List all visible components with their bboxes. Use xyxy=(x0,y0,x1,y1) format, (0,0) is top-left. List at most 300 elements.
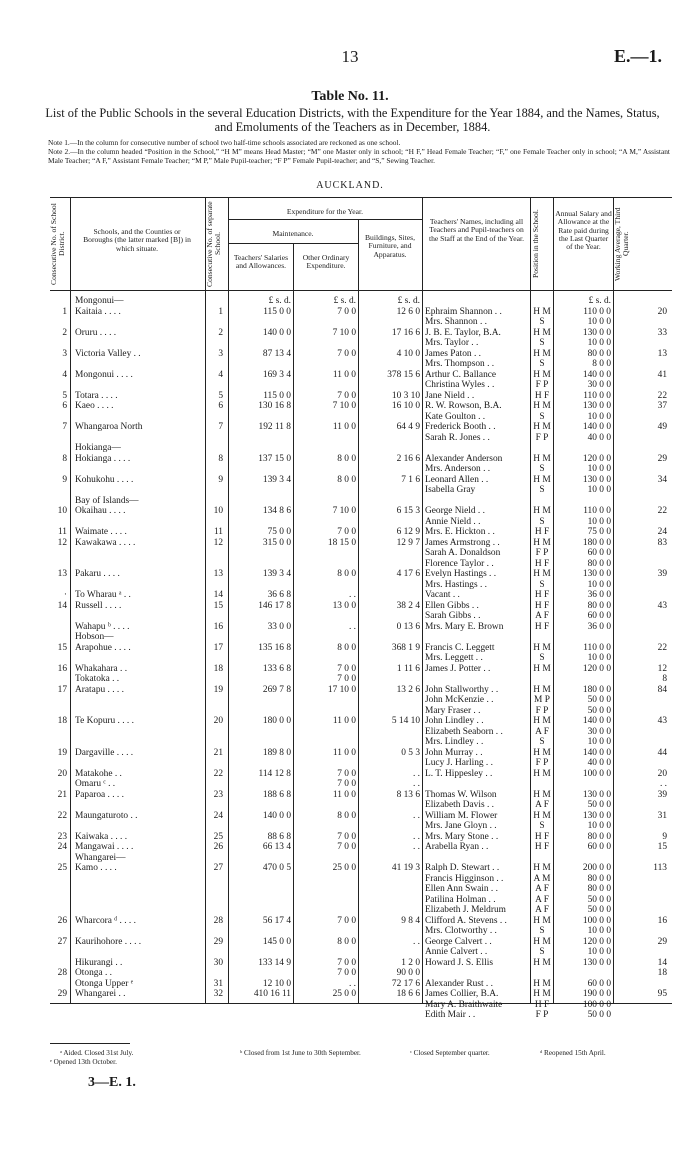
cell-annual: 180 0 0 xyxy=(582,684,611,695)
cell-annual: 110 0 0 xyxy=(583,642,611,653)
cell-position: H M xyxy=(533,810,551,821)
cell-teacher: William M. Flower xyxy=(425,810,498,821)
cell-teacher: George Nield . . xyxy=(425,506,485,516)
cell-annual: 140 0 0 xyxy=(582,716,611,726)
cell-position: H M xyxy=(533,768,551,779)
cell-teacher: Mrs. Mary Stone . . xyxy=(425,831,499,842)
cell-school-no: 16 xyxy=(213,621,223,632)
cell-school-no: 10 xyxy=(213,506,223,516)
cell-salaries: 315 0 0 xyxy=(262,537,291,548)
cell-position: H M xyxy=(533,642,551,653)
cell-teacher: Edith Mair . . xyxy=(425,1010,476,1020)
rule-col-1 xyxy=(70,197,71,1003)
notes xyxy=(48,138,670,165)
cell-school-no: 9 xyxy=(218,474,223,485)
cell-position: H M xyxy=(533,684,551,695)
cell-annual: 10 0 0 xyxy=(587,464,611,474)
cell-salaries: 88 6 8 xyxy=(267,831,291,842)
cell-other: 7 0 0 xyxy=(337,348,356,359)
cell-position: H M xyxy=(533,936,551,947)
cell-school: Wahapu ᵇ . . . . xyxy=(75,621,130,632)
cell-position: F P xyxy=(535,432,549,443)
cell-district-no: 11 xyxy=(57,527,67,537)
cell-other: 7 0 0 xyxy=(337,306,356,317)
cell-district-no: 18 xyxy=(57,716,67,726)
district-heading: AUCKLAND. xyxy=(316,180,384,191)
cell-other: 25 0 0 xyxy=(332,989,356,999)
lsd-other: £ s. d. xyxy=(333,296,356,306)
cell-school: Kaiwaka . . . . xyxy=(75,831,128,842)
cell-school-no: 5 xyxy=(218,390,223,401)
cell-school-no: 31 xyxy=(213,978,223,989)
cell-district-no: 2 xyxy=(62,327,67,338)
table-caption: List of the Public Schools in the several Education Districts, with the Expenditure for the Year 1884, and the Names, Status, and Emoluments of the Teachers as in December, 1884. xyxy=(45,106,660,134)
cell-teacher: Leonard Allen . . xyxy=(425,474,489,485)
cell-other: 11 0 0 xyxy=(332,716,356,726)
cell-school: Tokatoka . . xyxy=(75,674,120,684)
cell-attendance: . . xyxy=(659,779,667,789)
cell-annual: 130 0 0 xyxy=(582,810,611,821)
cell-attendance: 33 xyxy=(657,327,667,338)
cell-teacher: James Armstrong . . xyxy=(425,537,500,548)
cell-annual: 140 0 0 xyxy=(582,747,611,758)
cell-school: Pakaru . . . . xyxy=(75,569,120,579)
cell-position: H F xyxy=(534,590,550,600)
cell-teacher: Sarah Gibbs . . xyxy=(425,611,481,621)
cell-teacher: Ephraim Shannon . . xyxy=(425,306,502,317)
cell-attendance: 12 xyxy=(657,663,667,674)
cell-attendance: 49 xyxy=(657,422,667,432)
cell-salaries: 33 0 0 xyxy=(267,621,291,632)
cell-salaries: 140 0 0 xyxy=(262,327,291,338)
cell-teacher: Mrs. Mary E. Brown xyxy=(425,621,504,632)
cell-teacher: James Collier, B.A. xyxy=(425,989,499,999)
cell-annual: 10 0 0 xyxy=(587,485,611,495)
cell-position: A F xyxy=(535,611,549,621)
cell-attendance: 41 xyxy=(657,369,667,380)
cell-district-no: 7 xyxy=(62,422,67,432)
cell-buildings: . . xyxy=(412,842,420,852)
cell-school-no: 22 xyxy=(213,768,223,779)
signature-mark: 3—E. 1. xyxy=(88,1075,136,1090)
cell-other: 7 0 0 xyxy=(337,831,356,842)
cell-salaries: 115 0 0 xyxy=(263,306,291,317)
cell-annual: 10 0 0 xyxy=(587,947,611,957)
table-title: Table No. 11. xyxy=(311,89,389,104)
cell-position: S xyxy=(539,926,545,936)
cell-other: 11 0 0 xyxy=(332,369,356,380)
cell-annual: 30 0 0 xyxy=(587,726,611,737)
cell-teacher: John Murray . . xyxy=(425,747,483,758)
cell-attendance: 15 xyxy=(657,842,667,852)
cell-attendance: 95 xyxy=(657,989,667,999)
cell-buildings: . . xyxy=(412,810,420,821)
cell-school-no: 3 xyxy=(218,348,223,359)
cell-school: Russell . . . . xyxy=(75,600,122,611)
cell-buildings: 8 13 6 xyxy=(396,789,420,800)
cell-other: 7 0 0 xyxy=(337,768,356,779)
cell-other: 8 0 0 xyxy=(337,453,356,464)
cell-annual: 8 0 0 xyxy=(592,359,611,369)
cell-district-no: 27 xyxy=(57,936,67,947)
cell-annual: 50 0 0 xyxy=(587,800,611,810)
cell-buildings: . . xyxy=(412,831,420,842)
cell-buildings: 13 2 6 xyxy=(396,684,420,695)
cell-teacher: Arabella Ryan . . xyxy=(425,842,489,852)
cell-school: Oruru . . . . xyxy=(75,327,117,338)
cell-district-no: 15 xyxy=(57,642,67,653)
cell-school-no: 28 xyxy=(213,915,223,926)
cell-attendance: 44 xyxy=(657,747,667,758)
cell-attendance: 20 xyxy=(657,768,667,779)
cell-position: H F xyxy=(534,621,550,632)
cell-teacher: Mrs. Shannon . . xyxy=(425,317,487,327)
cell-teacher: Vacant . . xyxy=(425,590,460,600)
cell-buildings: 72 17 6 xyxy=(391,978,420,989)
cell-other: 7 0 0 xyxy=(337,915,356,926)
cell-school-no: 21 xyxy=(213,747,223,758)
cell-annual: 80 0 0 xyxy=(587,558,611,569)
cell-district-no: 17 xyxy=(57,684,67,695)
cell-teacher: Ralph D. Stewart . . xyxy=(425,863,500,873)
cell-annual: 10 0 0 xyxy=(587,516,611,527)
cell-buildings: 2 16 6 xyxy=(396,453,420,464)
cell-teacher: Mrs. Taylor . . xyxy=(425,338,479,348)
cell-buildings: 0 5 3 xyxy=(401,747,420,758)
cell-other: 7 0 0 xyxy=(337,674,356,684)
lsd-buildings: £ s. d. xyxy=(397,296,420,306)
page-number: 13 xyxy=(341,47,359,66)
cell-position: S xyxy=(539,579,545,590)
cell-annual: 120 0 0 xyxy=(582,453,611,464)
cell-position: S xyxy=(539,737,545,747)
cell-attendance: 34 xyxy=(657,474,667,485)
cell-salaries: 87 13 4 xyxy=(262,348,291,359)
cell-position: F P xyxy=(535,705,549,716)
heading-teachers: Teachers' Names, including all Teachers and Pupil-teachers on the Staff at the End of the Year. xyxy=(429,217,524,243)
cell-salaries: 130 16 8 xyxy=(258,401,291,411)
cell-other: 7 0 0 xyxy=(337,842,356,852)
cell-other: 7 0 0 xyxy=(337,390,356,401)
heading-consec-school: Consecutive No. of separate School. xyxy=(205,201,222,287)
cell-other: 7 0 0 xyxy=(337,968,356,978)
cell-salaries: 135 16 8 xyxy=(258,642,291,653)
cell-position: H M xyxy=(533,422,551,432)
cell-salaries: 115 0 0 xyxy=(263,390,291,401)
cell-position: A F xyxy=(535,800,549,810)
cell-district-no: 29 xyxy=(57,989,67,999)
cell-salaries: 36 6 8 xyxy=(267,590,291,600)
cell-annual: 80 0 0 xyxy=(587,600,611,611)
cell-other: 7 10 0 xyxy=(332,327,356,338)
cell-school-no: 25 xyxy=(213,831,223,842)
cell-school: Hobson— xyxy=(75,632,114,642)
cell-teacher: John Stallworthy . . xyxy=(425,684,499,695)
cell-position: H F xyxy=(534,600,550,611)
cell-district-no: 5 xyxy=(62,390,67,401)
cell-position: S xyxy=(539,464,545,474)
cell-buildings: 12 6 0 xyxy=(396,306,420,317)
cell-teacher: Elizabeth J. Meldrum xyxy=(425,905,506,915)
document-reference: E.—1. xyxy=(613,46,662,66)
cell-attendance: 39 xyxy=(657,789,667,800)
footnote-c: ᶜ Closed September quarter. xyxy=(410,1049,490,1057)
cell-annual: 10 0 0 xyxy=(587,579,611,590)
cell-school: Otonga . . xyxy=(75,968,112,978)
cell-teacher: Howard J. S. Ellis xyxy=(425,957,493,968)
cell-school: Waimate . . . . xyxy=(75,527,127,537)
cell-annual: 36 0 0 xyxy=(587,590,611,600)
cell-position: A F xyxy=(535,905,549,915)
cell-district-no: 10 xyxy=(57,506,67,516)
cell-other: 11 0 0 xyxy=(332,747,356,758)
cell-school: Te Kopuru . . . . xyxy=(75,716,134,726)
cell-other: 7 0 0 xyxy=(337,527,356,537)
cell-attendance: 8 xyxy=(662,674,667,684)
cell-school-no: 24 xyxy=(213,810,223,821)
cell-other: . . xyxy=(348,978,356,989)
cell-school: Mongonui . . . . xyxy=(75,369,133,380)
cell-school-no: 11 xyxy=(213,527,223,537)
cell-district-no: 25 xyxy=(57,863,67,873)
cell-school-no: 29 xyxy=(213,936,223,947)
cell-salaries: 66 13 4 xyxy=(262,842,291,852)
cell-teacher: J. B. E. Taylor, B.A. xyxy=(425,327,501,338)
cell-other: 8 0 0 xyxy=(337,642,356,653)
cell-attendance: 22 xyxy=(657,390,667,401)
cell-other: 8 0 0 xyxy=(337,810,356,821)
cell-position: H M xyxy=(533,863,551,873)
cell-position: F P xyxy=(535,1010,549,1020)
cell-other: 13 0 0 xyxy=(332,600,356,611)
cell-teacher: Mary Fraser . . xyxy=(425,705,481,716)
heading-salaries: Teachers' Salaries and Allowances. xyxy=(233,253,289,271)
cell-salaries: 180 0 0 xyxy=(262,716,291,726)
cell-salaries: 12 10 0 xyxy=(262,978,291,989)
cell-annual: 50 0 0 xyxy=(587,695,611,705)
cell-position: H M xyxy=(533,506,551,516)
cell-school: Bay of Islands— xyxy=(75,495,139,506)
cell-annual: 60 0 0 xyxy=(587,978,611,989)
cell-annual: 130 0 0 xyxy=(582,789,611,800)
cell-teacher: John Lindley . . xyxy=(425,716,484,726)
cell-district-no: 14 xyxy=(57,600,67,611)
cell-buildings: . . xyxy=(412,936,420,947)
footnote-b: ᵇ Closed from 1st June to 30th September. xyxy=(240,1049,361,1057)
cell-school-no: 17 xyxy=(213,642,223,653)
cell-school-no: 7 xyxy=(218,422,223,432)
cell-position: H M xyxy=(533,663,551,674)
cell-school-no: 1 xyxy=(218,306,223,317)
cell-attendance: 29 xyxy=(657,936,667,947)
cell-annual: 80 0 0 xyxy=(587,873,611,884)
cell-annual: 100 0 0 xyxy=(582,768,611,779)
cell-other: 8 0 0 xyxy=(337,569,356,579)
cell-school: Whangaroa North xyxy=(75,422,143,432)
cell-salaries: 75 0 0 xyxy=(267,527,291,537)
cell-annual: 10 0 0 xyxy=(587,821,611,831)
cell-annual: 50 0 0 xyxy=(587,894,611,905)
cell-attendance: 22 xyxy=(657,506,667,516)
cell-buildings: . . xyxy=(412,768,420,779)
cell-school: Whangarei . . xyxy=(75,989,126,999)
heading-expenditure: Expenditure for the Year. xyxy=(286,207,364,216)
cell-district-no: 20 xyxy=(57,768,67,779)
cell-school: Kohukohu . . . . xyxy=(75,474,134,485)
cell-annual: 40 0 0 xyxy=(587,432,611,443)
cell-teacher: Annie Calvert . . xyxy=(425,947,488,957)
cell-school: Victoria Valley . . xyxy=(75,348,141,359)
cell-salaries: 146 17 8 xyxy=(258,600,291,611)
cell-buildings: 10 3 10 xyxy=(391,390,420,401)
cell-position: S xyxy=(539,317,545,327)
cell-other: 7 0 0 xyxy=(337,663,356,674)
cell-salaries: 134 8 6 xyxy=(262,506,291,516)
cell-district-no: 3 xyxy=(62,348,67,359)
cell-attendance: 20 xyxy=(657,306,667,317)
cell-teacher: Thomas W. Wilson xyxy=(425,789,497,800)
cell-annual: 10 0 0 xyxy=(587,737,611,747)
cell-annual: 50 0 0 xyxy=(587,1010,611,1020)
cell-position: H F xyxy=(534,999,550,1010)
cell-teacher: Elizabeth Seaborn . . xyxy=(425,726,503,737)
cell-position: H F xyxy=(534,842,550,852)
cell-attendance: 113 xyxy=(653,863,667,873)
cell-buildings: 368 1 9 xyxy=(391,642,420,653)
cell-buildings: 6 15 3 xyxy=(396,506,420,516)
footnote-e: ᵉ Opened 13th October. xyxy=(50,1058,117,1066)
cell-salaries: 188 6 8 xyxy=(262,789,291,800)
note-1: Note 1.—In the column for consecutive number of school two half-time schools associated are reckoned as one school. xyxy=(48,138,401,147)
cell-school: Kawakawa . . . . xyxy=(75,537,136,548)
footnote-d: ᵈ Reopened 15th April. xyxy=(540,1049,606,1057)
cell-school-no: 14 xyxy=(213,590,223,600)
cell-annual: 110 0 0 xyxy=(583,306,611,317)
cell-position: S xyxy=(539,516,545,527)
cell-buildings: 17 16 6 xyxy=(391,327,420,338)
heading-position: Position in the School. xyxy=(531,209,540,279)
cell-teacher: Isabella Gray xyxy=(425,485,476,495)
cell-teacher: Ellen Ann Swain . . xyxy=(425,884,498,894)
cell-teacher: Sarah A. Donaldson xyxy=(425,548,501,558)
cell-salaries: 269 7 8 xyxy=(262,684,291,695)
note-2: Note 2.—In the column headed “Position in the School,” “H M” means Head Master; “M” one Master only in school; “H F,” Head Female Teacher; “F,” one Female Teacher only in school; “A M,” Assistant Male Teacher; “A F,” Assistant Female Teacher; “M P,” Male Pupil-teacher; “F P” Female Pupil-teacher; and “S,” Sewing Teacher. xyxy=(48,147,670,165)
cell-district-no: 8 xyxy=(62,453,67,464)
cell-attendance: 13 xyxy=(657,348,667,359)
cell-school: Kamo . . . . xyxy=(75,863,117,873)
cell-school-no: 19 xyxy=(213,684,223,695)
cell-other: 25 0 0 xyxy=(332,863,356,873)
cell-annual: 190 0 0 xyxy=(582,989,611,999)
cell-other: 8 0 0 xyxy=(337,936,356,947)
cell-annual: 110 0 0 xyxy=(583,506,611,516)
cell-district-no: 9 xyxy=(62,474,67,485)
cell-annual: 60 0 0 xyxy=(587,611,611,621)
cell-attendance: 16 xyxy=(657,915,667,926)
cell-salaries: 189 8 0 xyxy=(262,747,291,758)
cell-district-no: · xyxy=(63,590,67,600)
cell-attendance: 39 xyxy=(657,569,667,579)
cell-school: Totara . . . . xyxy=(75,390,118,401)
cell-teacher: Mrs. Jane Gloyn . . xyxy=(425,821,497,831)
heading-annual: Annual Salary and Allowance at the Rate paid during the Last Quarter of the Year. xyxy=(555,209,612,252)
cell-teacher: Lucy J. Harling . . xyxy=(425,758,493,768)
cell-buildings: 7 1 6 xyxy=(401,474,420,485)
cell-teacher: Florence Taylor . . xyxy=(425,558,494,569)
cell-position: A F xyxy=(535,884,549,894)
cell-attendance: 18 xyxy=(657,968,667,978)
cell-position: H M xyxy=(533,453,551,464)
cell-teacher: Frederick Booth . . xyxy=(425,422,496,432)
cell-salaries: 140 0 0 xyxy=(262,810,291,821)
cell-teacher: Elizabeth Davis . . xyxy=(425,800,494,810)
cell-school-no: 4 xyxy=(218,369,223,380)
cell-school-no: 8 xyxy=(218,453,223,464)
cell-school: Arapohue . . . . xyxy=(75,642,131,653)
cell-teacher: Mrs. Lindley . . xyxy=(425,737,484,747)
cell-buildings: 12 9 7 xyxy=(396,537,420,548)
cell-other: 17 10 0 xyxy=(327,684,356,695)
cell-buildings: 0 13 6 xyxy=(396,621,420,632)
cell-position: H M xyxy=(533,716,551,726)
cell-position: H M xyxy=(533,915,551,926)
heading-other: Other Ordinary Expenditure. xyxy=(302,253,350,271)
heading-maintenance: Maintenance. xyxy=(272,229,314,238)
cell-school: Kaeo . . . . xyxy=(75,401,114,411)
cell-school: Whangarei— xyxy=(75,852,126,863)
cell-position: H M xyxy=(533,957,551,968)
cell-teacher: Arthur C. Ballance xyxy=(425,369,497,380)
cell-teacher: Christina Wyles . . xyxy=(425,380,495,390)
cell-teacher: Patilina Holman . . xyxy=(425,894,496,905)
cell-district-no: 22 xyxy=(57,810,67,821)
cell-salaries: 56 17 4 xyxy=(262,915,291,926)
cell-teacher: R. W. Rowson, B.A. xyxy=(425,401,502,411)
cell-position: H F xyxy=(534,527,550,537)
cell-attendance: 37 xyxy=(657,401,667,411)
cell-district-no: 23 xyxy=(57,831,67,842)
cell-annual: 120 0 0 xyxy=(582,936,611,947)
cell-school: Hikurangi . . xyxy=(75,957,123,968)
cell-school: Wharcora ᵈ . . . . xyxy=(75,915,136,926)
cell-annual: 10 0 0 xyxy=(587,317,611,327)
cell-school: Paparoa . . . . xyxy=(75,789,124,800)
cell-annual: 130 0 0 xyxy=(582,569,611,579)
cell-salaries: 139 3 4 xyxy=(262,569,291,579)
cell-attendance: 84 xyxy=(657,684,667,695)
cell-school-no: 6 xyxy=(218,401,223,411)
cell-position: H M xyxy=(533,306,551,317)
cell-annual: 100 0 0 xyxy=(582,999,611,1010)
cell-school-no: 15 xyxy=(213,600,223,611)
rule-expenditure xyxy=(228,219,422,220)
cell-teacher: Mrs. Thompson . . xyxy=(425,359,495,369)
cell-teacher: Alexander Anderson xyxy=(425,453,503,464)
cell-salaries: 169 3 4 xyxy=(262,369,291,380)
cell-other: 7 10 0 xyxy=(332,401,356,411)
cell-teacher: Mrs. Clotworthy . . xyxy=(425,926,497,936)
cell-other: 11 0 0 xyxy=(332,789,356,800)
rule-col-9 xyxy=(613,197,614,1003)
cell-teacher: George Calvert . . xyxy=(425,936,492,947)
cell-attendance: 43 xyxy=(657,600,667,611)
cell-buildings: 18 6 6 xyxy=(396,989,420,999)
cell-school: Kaitaia . . . . xyxy=(75,306,121,317)
cell-teacher: Evelyn Hastings . . xyxy=(425,569,497,579)
cell-school: Hokianga . . . . xyxy=(75,453,131,464)
cell-teacher: Francis C. Leggett xyxy=(425,642,495,653)
lsd-annual: £ s. d. xyxy=(588,296,611,306)
